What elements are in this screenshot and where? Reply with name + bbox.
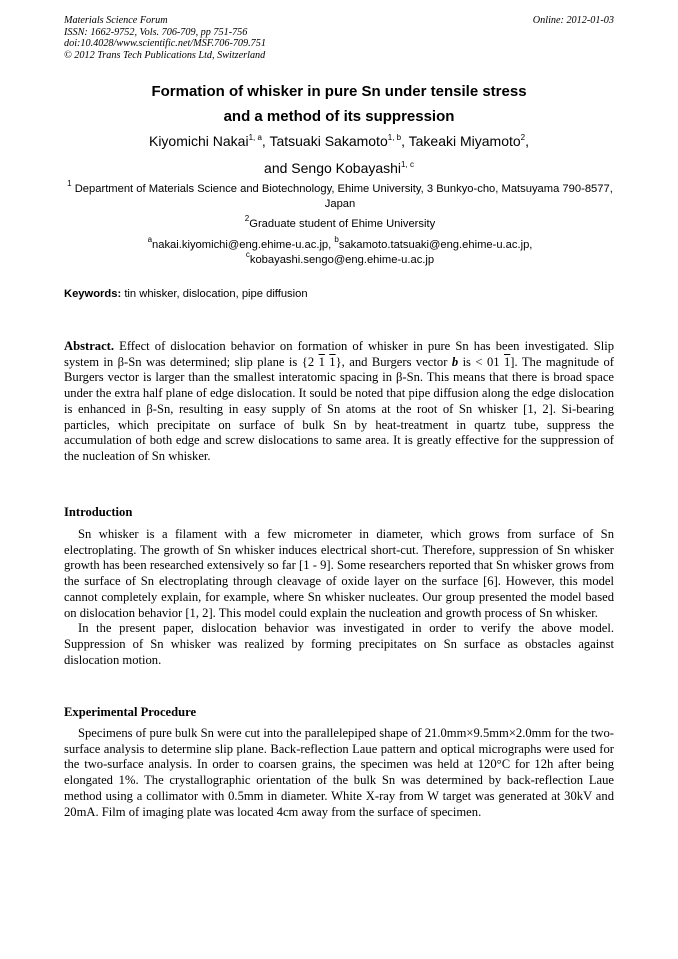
abstract-text-1: Effect of dislocation behavior on formation of whisker in pure Sn has been investigated. Slip system in β-Sn was determined; slip plane is	[64, 339, 614, 369]
author-name: Sengo Kobayashi	[291, 160, 402, 176]
keywords	[64, 288, 308, 300]
journal-doi: doi:10.4028/www.scientific.net/MSF.706-709.751	[64, 38, 266, 49]
author-affil-mark: 1, b	[387, 133, 402, 142]
paragraph: Specimens of pure bulk Sn were cut into the parallelepiped shape of 21.0mm×9.5mm×2.0mm for the two-surface analysis to determine slip plane. Back-reflection Laue pattern and optical micrographs were used for the two-surface analysis. In order to coarsen grains, the specimen was held at 120°C for 12h after being elongated 1%. The crystallographic orientation of the bulk Sn was determined by back-reflection Laue method using a collimator with 0.5mm in diameter. White X-ray from W target was generated at 30kV and 20mA. Film of imaging plate was located 4cm away from the surface of specimen.	[64, 726, 614, 819]
experimental-body	[64, 726, 614, 820]
affiliation-mark: 1	[67, 179, 72, 188]
email-link[interactable]: kobayashi.sengo@eng.ehime-u.ac.jp	[249, 254, 435, 266]
affiliation-mark: 2	[244, 214, 250, 223]
email-mark: a	[147, 235, 153, 244]
email-line-1	[64, 235, 616, 253]
abstract-text-3: . The magnitude of Burgers vector is larger than the smallest interatomic spacing in β-Sn. This means that there is broad space under the extra half plane of edge dislocation. It sould be noted that pipe diffusion along the edge dislocation is enhanced in β-Sn, resulting in easy supply of Sn atoms at the root of Sn whisker [1, 2]. Si-bearing particles, which precipitate on surface of bulk Sn by heat-treatment in quartz tube, suppress the accumulation of both edge and screw dislocations to same area. It is greatly effective for the suppression of the nucleation of Sn whisker.	[64, 354, 614, 463]
email-line-2	[64, 250, 616, 268]
journal-name: Materials Science Forum	[64, 15, 168, 26]
section-heading-experimental: Experimental Procedure	[64, 705, 197, 719]
author-name: Tatsuaki Sakamoto	[269, 133, 388, 149]
paper-title	[0, 79, 678, 129]
keywords-text: tin whisker, dislocation, pipe diffusion	[124, 288, 308, 300]
keywords-label: Keywords:	[64, 288, 122, 300]
paragraph: Sn whisker is a filament with a few micrometer in diameter, which grows from surface of Sn electroplating. The growth of Sn whisker induces electrical short-cut. Therefore, suppression of Sn whisker growth has been researched extensively so far [1 - 9]. Some researchers reported that Sn whisker grows from the surface of Sn electroplating through cleavage of oxide layer on the surface [6]. However, this model cannot completely explain, for example, where Sn whisker nucleates. Our group presented the model based on dislocation behavior [1, 2]. This model could explain the nucleation and growth process of Sn whisker.	[64, 527, 614, 620]
paragraph: In the present paper, dislocation behavior was investigated in order to verify the above model. Suppression of Sn whisker was realized by forming precipitates on Sn surface as obstacles against dislocation motion.	[64, 621, 614, 667]
affiliation-text: Graduate student of Ehime University	[249, 218, 436, 230]
journal-issn: ISSN: 1662-9752, Vols. 706-709, pp 751-756	[64, 26, 248, 38]
section-heading-introduction: Introduction	[64, 505, 133, 519]
introduction-body	[64, 527, 614, 668]
author-and: and	[264, 160, 288, 176]
author-name: Takeaki Miyamoto	[408, 133, 521, 149]
journal-header	[64, 15, 266, 61]
abstract-paragraph: Abstract. Effect of dislocation behavior on formation of whisker in pure Sn has been investigated. Slip system in β-Sn was determined; slip plane is {2 1 1}, and Burgers vector b is < 01 1]. The magnitude of Burgers vector is larger than the smallest interatomic spacing in β-Sn. This means that there is broad space under the extra half plane of edge dislocation. It sould be noted that pipe diffusion along the edge dislocation is enhanced in β-Sn, resulting in easy supply of Sn atoms at the root of Sn whisker [1, 2]. Si-bearing particles, which precipitate on surface of bulk Sn by heat-treatment in quartz tube, suppress the accumulation of both edge and screw dislocations to same area. It is greatly effective for the suppression of the nucleation of Sn whisker.	[64, 339, 614, 463]
email-list	[64, 235, 616, 268]
author-affil-mark: 1, a	[248, 133, 262, 142]
author-name: Kiyomichi Nakai	[148, 133, 249, 149]
burgers-symbol: b	[451, 354, 459, 369]
email-link[interactable]: sakamoto.tatsuaki@eng.ehime-u.ac.jp,	[338, 239, 533, 251]
title-line-1: Formation of whisker in pure Sn under tensile stress	[151, 83, 527, 100]
journal-copyright: © 2012 Trans Tech Publications Ltd, Switzerland	[64, 49, 266, 61]
author-list	[0, 128, 678, 182]
abstract-text-2: , and Burgers vector	[341, 354, 448, 369]
affiliation-text: Department of Materials Science and Biotechnology, Ehime University, 3 Bunkyo-cho, Matsuyama 790-8577, Japan	[74, 183, 613, 210]
author-line-1: Kiyomichi Nakai$^{1, a}$, Tatsuaki Sakamoto$^{1, b}$, Takeaki Miyamoto$^2$,	[148, 133, 530, 149]
author-affil-mark: 1, c	[401, 160, 414, 169]
title-line-2: and a method of its suppression	[223, 108, 455, 125]
email-mark: b	[334, 235, 339, 244]
affiliation-2	[64, 214, 616, 232]
abstract-label: Abstract.	[64, 339, 115, 353]
burgers-vector-notation: < 01 1]	[475, 354, 515, 369]
abstract	[64, 339, 614, 465]
slip-plane-notation: {2 1 1}	[301, 354, 342, 369]
email-mark: c	[245, 250, 250, 259]
affiliation-1	[64, 179, 616, 212]
online-date: Online: 2012-01-03	[532, 15, 614, 26]
author-affil-mark: 2	[520, 133, 526, 142]
email-link[interactable]: nakai.kiyomichi@eng.ehime-u.ac.jp,	[152, 239, 332, 251]
author-line-2	[0, 155, 678, 182]
